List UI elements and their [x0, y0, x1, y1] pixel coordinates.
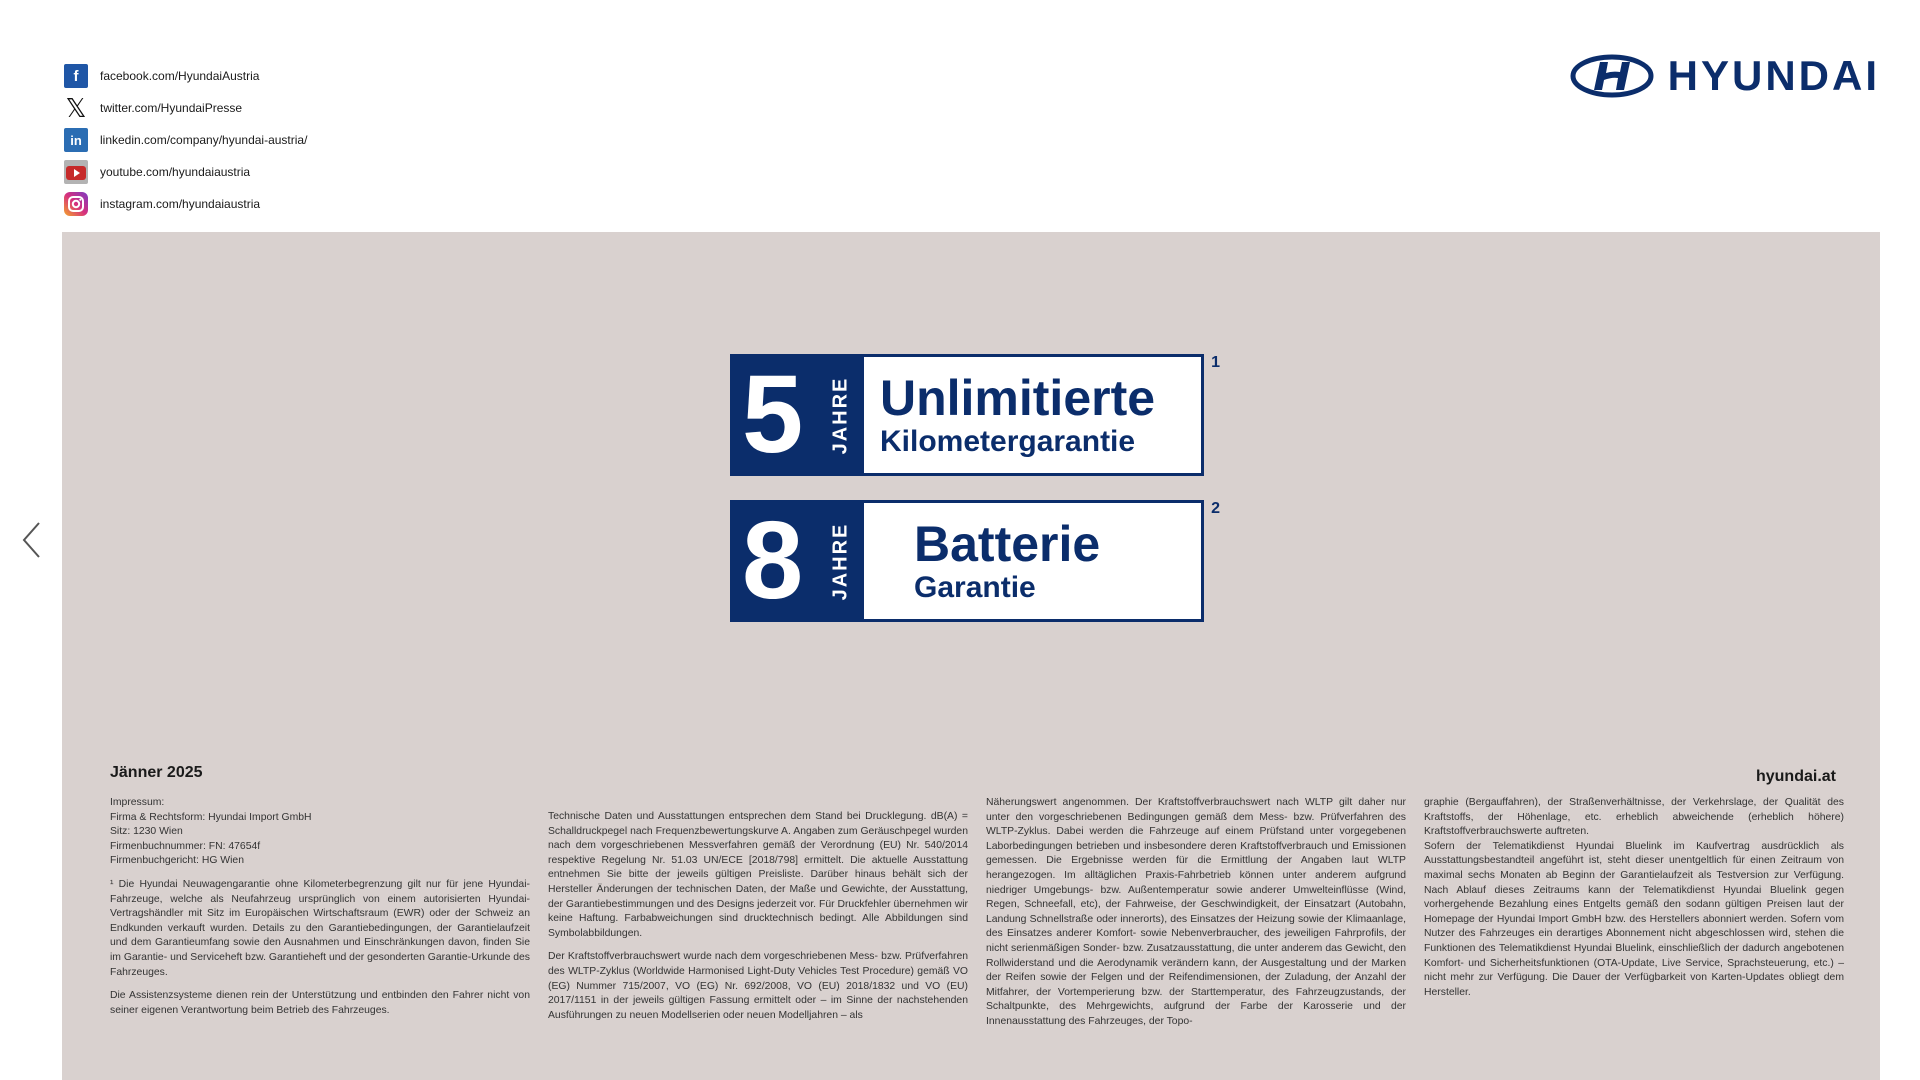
hyundai-logo[interactable] — [1570, 52, 1880, 100]
x-twitter-icon: 𝕏 — [65, 93, 87, 123]
footnote-paragraph: ¹ Die Hyundai Neuwagengarantie ohne Kilometerbegrenzung gilt nur für jene Hyundai-Fahrzeuge, welche als Neufahrzeug ursprünglich von einem autorisierten Hyundai-Vertragshändler mit Sitz im Europäischen Wirtschaftsraum (EWR) oder der Schweiz an Endkunden verkauft wurden. Details zu den Garantiebedingungen, der Garantielaufzeit und dem Garantieumfang sowie den Ausnahmen und Einschränkungen davon, finden Sie im Garantie- und Serviceheft bzw. Garantieheft und der gesonderten Garantie-Urkunde des Fahrzeuges. — [110, 878, 530, 978]
facebook-link[interactable]: facebook.com/HyundaiAustria — [100, 69, 260, 83]
badge-subline: Garantie — [914, 570, 1036, 604]
badge-unit: JAHRE — [829, 522, 852, 600]
twitter-link[interactable]: twitter.com/HyundaiPresse — [100, 101, 243, 115]
instagram-icon — [64, 192, 88, 216]
footer-column-4 — [1424, 796, 1844, 1009]
impressum-line: Firma & Rechtsform: Hyundai Import GmbH — [110, 811, 312, 823]
warranty-badge-battery — [730, 499, 1220, 622]
footnote-paragraph: Sofern der Telematikdienst Hyundai Bluelink im Kaufvertrag ausdrücklich als Ausstattungsbestandteil angeführt ist, steht dieser unentgeltlich für einen Zeitraum von maximal sechs Monaten ab Beginn der Garantielaufzeit als Testversion zur Verfügung. Nach Ablauf dieses Zeitraums kann der Telematikdienst Hyundai Bluelink gegen vorhergehende Bezahlung eines Entgelts gemäß den sodann gültigen Preisen laut der Homepage der Hyundai Import GmbH bzw. des Herstellers abonniert werden. Sofern vom Nutzer des Fahrzeuges ein derartiges Abonnement nicht abgeschlossen wird, stehen die Funktionen des Telematikdienst Hyundai Bluelink, einschließlich der dadurch angebotenen Komfort- und Sicherheitsfunktionen (OTA-Update, Live Service, Sprachsteuerung, etc.) – nicht mehr zur Verfügung. Die Dauer der Verfügbarkeit von Karten-Updates obliegt dem Hersteller. — [1424, 840, 1844, 998]
footer-column-1 — [110, 796, 530, 1027]
social-row-twitter[interactable] — [64, 92, 307, 124]
footnote-paragraph: Der Kraftstoffverbrauchswert wurde nach dem vorgeschriebenen Mess- bzw. Prüfverfahren des WLTP-Zyklus (Worldwide Harmonised Light-Duty Vehicles Test Procedure) gemäß VO (EG) Nummer 715/2007, VO (EG) Nr. 692/2008, VO (EU) 2018/1832 und VO (EU) 2017/1151 in der jeweils gültigen Fassung ermittelt oder – im Sinne der nachstehenden Ausführungen zu neuen Modellserien oder neuen Modelljahren – als — [548, 951, 968, 1021]
badge-headline: Batterie — [914, 516, 1101, 573]
badge-number: 5 — [742, 353, 804, 476]
youtube-link[interactable]: youtube.com/hyundaiaustria — [100, 165, 251, 179]
linkedin-icon: in — [64, 128, 88, 152]
youtube-icon — [64, 160, 88, 184]
chevron-left-icon — [20, 520, 42, 560]
footnote-paragraph: Die Assistenzsysteme dienen rein der Unterstützung und entbinden den Fahrer nicht von seiner eigenen Verantwortung beim Betrieb des Fahrzeuges. — [110, 990, 530, 1016]
badge-unit: JAHRE — [829, 376, 852, 454]
badge-number: 8 — [742, 499, 804, 622]
prev-page-button[interactable] — [16, 518, 46, 562]
social-row-linkedin[interactable] — [64, 124, 307, 156]
issue-date: Jänner 2025 — [110, 764, 203, 781]
badge-number-block — [730, 354, 864, 476]
social-row-facebook[interactable] — [64, 60, 307, 92]
impressum-line: Firmenbuchgericht: HG Wien — [110, 855, 244, 867]
badge-footnote: 2 — [1211, 500, 1220, 517]
footnote-paragraph: Näherungswert angenommen. Der Kraftstoffverbrauchswert nach WLTP gilt daher nur unter den vorgeschriebenen Bedingungen gemäß dem Mess- bzw. Prüfverfahren des WLTP-Zyklus. Dabei werden die Fahrzeuge auf einem Prüfstand unter vorgegebenen Laborbedingungen betrieben und insbesondere deren Kraftstoffverbrauch und Emissionen gemessen. Die Ergebnisse werden für die Ermittlung der Angaben laut WLTP herangezogen. Im alltäglichen Praxis-Fahrbetrieb können unter anderem aufgrund niedriger Umgebungs- bzw. Außentemperatur sowie anderer Umwelteinflüsse (Wind, Regen, Schneefall, etc), der Fahrweise, der Geschwindigkeit, der Einsatzart (Autobahn, Landung Schnellstraße oder innerorts), des Einsatzes der Heizung sowie der Klimaanlage, des Einsatzes anderer Komfort- sowie Nebenverbraucher, des jeweiligen Fahrprofils, der nicht serienmäßigen Sonder- bzw. Zusatzausstattung, die unter anderem das Gewicht, den Rollwiderstand und die Aerodynamik verändern kann, der Ausgestaltung und der Marken der Reifen sowie der Felgen und der Reifendimensionen, der Zuladung, der Anzahl der Mitfahrer, der Vortemperierung bzw. der Starttemperatur, des Fahrzeugzustands, der Schaltpunkte, des Mehrgewichts, aufgrund der Farbe der Karosserie und der Innenausstattung des Fahrzeuges, der Topo- — [986, 797, 1406, 1027]
social-links — [64, 60, 307, 220]
badge-headline: Unlimitierte — [880, 370, 1156, 427]
linkedin-link[interactable]: linkedin.com/company/hyundai-austria/ — [100, 133, 308, 147]
website-link[interactable]: hyundai.at — [1755, 768, 1836, 785]
badge-subline: Kilometergarantie — [880, 424, 1136, 458]
impressum — [110, 796, 530, 869]
badge-footnote: 1 — [1211, 354, 1220, 371]
badge-text-block — [864, 354, 1204, 476]
warranty-badge-km — [730, 353, 1220, 476]
footnote-paragraph: Technische Daten und Ausstattungen entsprechen dem Stand bei Drucklegung. dB(A) = Schalldruckpegel nach Frequenzbewertungskurve A. Angaben zum Geräuschpegel wurden nach dem vorgeschriebenen Messverfahren gemäß der Verordnung (EU) Nr. 540/2014 respektive Regelung Nr. 51.03 UN/ECE [2018/798] ermittelt. Die aktuelle Ausstattung entnehmen Sie bitte der jeweils gültigen Preisliste. Darüber hinaus behält sich der Hersteller Änderungen der technischen Daten, der Maße und Gewichte, der Ausstattung, der Garantiebestimmungen und des Designs jederzeit vor. Für Druckfehler übernehmen wir keine Haftung. Farbabweichungen sind drucktechnisch bedingt. Alle Abbildungen sind Symbolabbildungen. — [548, 811, 968, 939]
facebook-icon: f — [64, 64, 88, 88]
impressum-line: Sitz: 1230 Wien — [110, 826, 183, 838]
footer-column-3 — [986, 796, 1406, 1039]
impressum-line: Impressum: — [110, 797, 165, 808]
instagram-link[interactable]: instagram.com/hyundaiaustria — [100, 197, 261, 211]
hyundai-emblem-icon — [1570, 54, 1654, 98]
social-row-instagram[interactable] — [64, 188, 307, 220]
impressum-line: Firmenbuchnummer: FN: 47654f — [110, 840, 261, 852]
badge-text-block — [864, 500, 1204, 622]
brand-name: HYUNDAI — [1667, 52, 1880, 99]
badge-number-block — [730, 500, 864, 622]
content-panel — [62, 232, 1880, 1080]
footnote-paragraph: graphie (Bergauffahren), der Straßenverhältnisse, der Verkehrslage, der Qualität des Kraftstoffs, der Höhenlage, etc. erheblich abweichende (erheblich höhere) Kraftstoffverbrauchswerte auftreten. — [1424, 797, 1844, 838]
footer-column-2 — [548, 810, 968, 1032]
social-row-youtube[interactable] — [64, 156, 307, 188]
